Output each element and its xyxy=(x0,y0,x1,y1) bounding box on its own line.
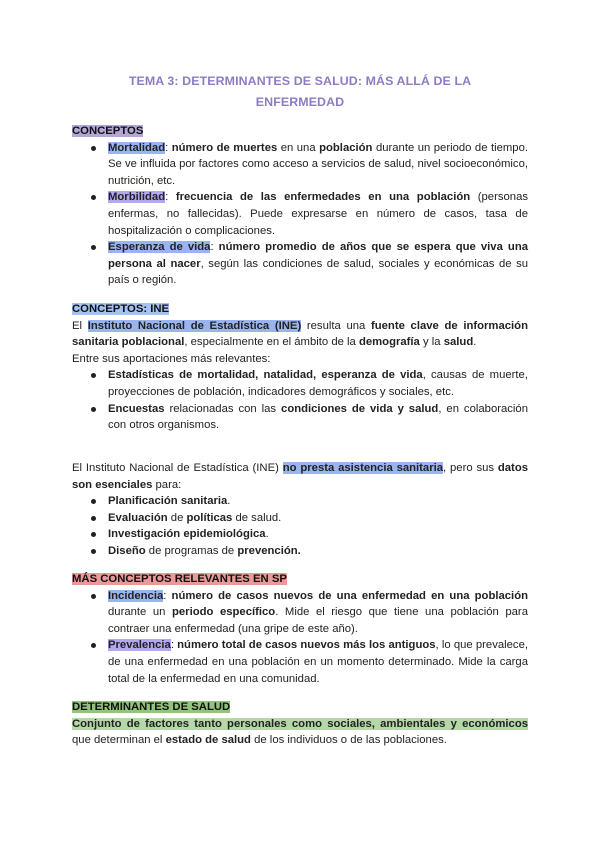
highlight: Instituto Nacional de Estadística (INE) xyxy=(87,319,302,332)
term-esperanza-de-vida: Esperanza de vida xyxy=(108,241,211,254)
term-morbilidad: Morbilidad xyxy=(108,191,166,204)
term-mortalidad: Mortalidad xyxy=(108,141,166,154)
section-determinantes xyxy=(72,699,528,749)
page-title xyxy=(100,71,500,113)
bold-text: Evaluación xyxy=(108,511,168,524)
section-heading: CONCEPTOS: INE xyxy=(72,303,170,315)
bold-text: población xyxy=(319,141,373,154)
bold-text: número de muertes xyxy=(171,141,278,154)
text: : xyxy=(163,589,172,602)
concept-list xyxy=(72,140,528,289)
text: de programas de xyxy=(145,544,238,557)
bold-text: Estadísticas de mortalidad, natalidad, esperanza de vida xyxy=(108,369,423,382)
bold-text: frecuencia de las enfermedades en una población xyxy=(175,191,471,204)
bold-text: número de casos nuevos de una enfermedad en una población xyxy=(171,589,529,602)
text: , lo que prevalece, de una enfermedad en una población en un momento determinado. Mide la carga total de la enfermedad en una comunidad. xyxy=(108,639,529,685)
bold-text: salud xyxy=(443,336,474,349)
section-heading: CONCEPTOS xyxy=(72,125,144,137)
bold-text: condiciones de vida y salud xyxy=(281,402,439,415)
text: , en colaboración con otros organismos. xyxy=(108,402,528,432)
bold-text: Encuestas xyxy=(108,402,165,415)
section-heading: MÁS CONCEPTOS RELEVANTES EN SP xyxy=(72,573,287,585)
term-incidencia: Incidencia xyxy=(108,589,164,602)
section-conceptos xyxy=(72,123,528,289)
section-heading: DETERMINANTES DE SALUD xyxy=(72,701,231,713)
text: . xyxy=(473,336,477,349)
bold-text: número total de casos nuevos más los antiguos xyxy=(177,639,436,652)
list-item-morbilidad xyxy=(72,189,528,239)
bold-text: Investigación epidemiológica xyxy=(108,528,266,541)
text: para: xyxy=(152,478,182,491)
text: y la xyxy=(419,336,444,349)
bold-text: estado de salud xyxy=(165,734,251,747)
paragraph xyxy=(72,318,528,351)
text: : xyxy=(165,141,172,154)
text: El Instituto Nacional de Estadística (INE) xyxy=(72,462,283,474)
text: . xyxy=(265,528,269,541)
list-item-mortalidad xyxy=(72,140,528,190)
title-line-1: TEMA 3: DETERMINANTES DE SALUD: MÁS ALLÁ DE LA xyxy=(128,74,472,88)
text: que determinan el xyxy=(72,734,166,747)
bold-text: políticas xyxy=(186,511,233,524)
paragraph xyxy=(72,460,528,493)
text: durante un periodo de tiempo. Se ve influida por factores como acceso a servicios de salud, nivel socioeconómico, nutrición, etc. xyxy=(108,141,529,187)
ine-list xyxy=(72,367,528,433)
text: , especialmente en el ámbito de la xyxy=(184,336,359,349)
list-item-incidencia xyxy=(72,588,528,638)
text: : xyxy=(165,191,176,204)
term-prevalencia: Prevalencia xyxy=(108,639,171,652)
list-item-prevalencia xyxy=(72,637,528,687)
text: : xyxy=(210,241,219,254)
bold-text: prevención. xyxy=(237,544,301,557)
section-ine xyxy=(72,301,528,434)
text: resulta una xyxy=(301,319,371,332)
text: , según las condiciones de salud, sociales y económicas de su país o región. xyxy=(108,257,529,287)
list-item xyxy=(72,526,528,543)
list-item xyxy=(72,493,528,510)
text: . xyxy=(227,495,231,508)
list-item-esperanza-de-vida xyxy=(72,239,528,289)
text: El xyxy=(72,319,88,332)
text: de xyxy=(167,511,187,524)
section-mas-conceptos xyxy=(72,571,528,687)
bold-text: Planificación sanitaria xyxy=(108,495,228,508)
bold-text: datos son esenciales xyxy=(72,462,529,491)
list-item xyxy=(72,401,528,434)
text: de los individuos o de las poblaciones. xyxy=(250,734,447,747)
text: (personas enfermas, no fallecidas). Puede expresarse en número de casos, tasa de hospitalización o complicaciones. xyxy=(108,191,529,237)
uses-list xyxy=(72,493,528,559)
sp-concept-list xyxy=(72,588,528,688)
text: de salud. xyxy=(232,511,282,524)
section-ine-uses xyxy=(72,460,528,560)
text: . Mide el riesgo que tiene una población para contraer una enfermedad (una gripe de este año). xyxy=(108,606,528,635)
bold-text: fuente clave de información sanitaria poblacional xyxy=(72,319,528,349)
list-item xyxy=(72,510,528,527)
paragraph: Entre sus aportaciones más relevantes: xyxy=(72,352,271,365)
bold-text: periodo específico xyxy=(171,606,276,619)
bold-text: Diseño xyxy=(108,544,146,557)
text: , causas de muerte, proyecciones de población, indicadores demográficos y sociales, etc. xyxy=(108,369,528,398)
highlight: Conjunto de factores tanto personales como sociales, ambientales y económicos xyxy=(72,717,528,730)
text: , pero sus xyxy=(443,462,498,474)
list-item xyxy=(72,367,528,400)
bold-text: número promedio de años que se espera que viva una persona al nacer xyxy=(108,241,529,270)
text: en una xyxy=(277,141,320,154)
title-line-2: ENFERMEDAD xyxy=(255,95,345,109)
text: relacionadas con las xyxy=(164,402,282,415)
paragraph xyxy=(72,716,528,749)
text: durante un xyxy=(108,606,172,619)
highlight: no presta asistencia sanitaria xyxy=(282,462,444,474)
text: : xyxy=(170,639,178,652)
list-item xyxy=(72,543,528,560)
bold-text: demografía xyxy=(358,336,420,349)
